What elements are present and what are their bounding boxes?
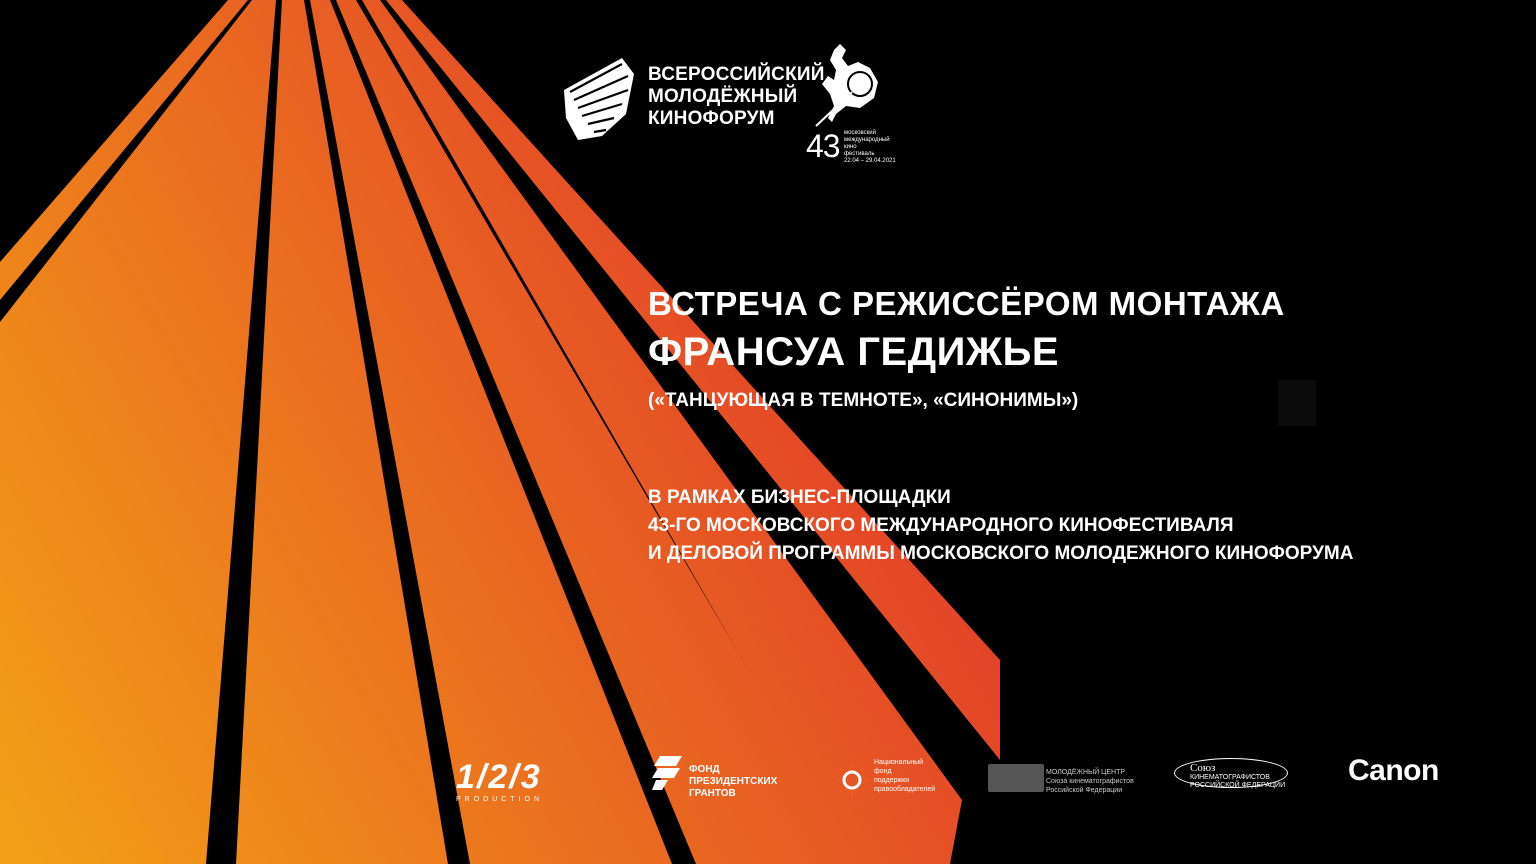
mc-text bbox=[1046, 768, 1134, 795]
kinoforum-logo bbox=[560, 56, 825, 146]
context-line-2: 43-ГО МОСКОВСКОГО МЕЖДУНАРОДНОГО КИНОФЕСТИВАЛЯ bbox=[648, 515, 1234, 536]
partners-row bbox=[0, 740, 1536, 820]
dark-square-decoration bbox=[1278, 380, 1316, 426]
fpg-line-2: ПРЕЗИДЕНТСКИХ bbox=[689, 776, 778, 787]
event-title: ВСТРЕЧА С РЕЖИССЁРОМ МОНТАЖА bbox=[648, 285, 1285, 322]
partner-canon-logo: Canon bbox=[1348, 754, 1439, 787]
sk-text bbox=[1190, 762, 1285, 790]
mc-line-1: МОЛОДЁЖНЫЙ ЦЕНТР bbox=[1046, 769, 1126, 776]
mmkf-logo bbox=[804, 40, 914, 164]
event-headline bbox=[648, 284, 1285, 376]
mmkf-line-4: фестиваль bbox=[844, 151, 875, 157]
mmkf-number: 43 bbox=[806, 128, 840, 164]
film-credits: («ТАНЦУЮЩАЯ В ТЕМНОТЕ», «СИНОНИМЫ») bbox=[648, 390, 1079, 411]
partner-fpg-logo bbox=[652, 754, 792, 804]
st-george-emblem-icon bbox=[812, 40, 892, 130]
nf-line-1: Национальный bbox=[874, 759, 924, 766]
mmkf-festival-text bbox=[844, 130, 906, 165]
fpg-line-3: ГРАНТОВ bbox=[689, 788, 736, 799]
partner-film-union-logo bbox=[1174, 758, 1290, 792]
context-line-3: И ДЕЛОВОЙ ПРОГРАММЫ МОСКОВСКОГО МОЛОДЕЖНОГО КИНОФОРУМА bbox=[648, 543, 1354, 564]
mmkf-line-3: кино bbox=[844, 144, 857, 150]
sk-title: Союз bbox=[1190, 762, 1216, 774]
mmkf-line-1: московский bbox=[844, 130, 876, 136]
partner-123-digits: 1/2/3 bbox=[456, 758, 542, 796]
sk-line-1: КИНЕМАТОГРАФИСТОВ bbox=[1190, 774, 1270, 781]
partner-123-production-logo bbox=[456, 760, 543, 803]
nf-line-2: фонд bbox=[874, 768, 892, 775]
copyright-fund-icon bbox=[832, 760, 872, 800]
kinoforum-wordmark bbox=[648, 64, 825, 130]
mc-line-2: Союза кинематографистов bbox=[1046, 778, 1134, 785]
fpg-line-1: ФОНД bbox=[689, 764, 720, 775]
kinoforum-line-2: МОЛОДЁЖНЫЙ bbox=[648, 86, 798, 107]
sk-line-2: РОССИЙСКОЙ ФЕДЕРАЦИИ bbox=[1190, 782, 1286, 789]
partner-nf-logo bbox=[832, 758, 942, 808]
mc-line-3: Российской Федерации bbox=[1046, 787, 1123, 794]
context-line-1: В РАМКАХ БИЗНЕС-ПЛОЩАДКИ bbox=[648, 487, 951, 508]
mmkf-line-2: международный bbox=[844, 137, 890, 143]
fan-shape-icon bbox=[560, 56, 638, 142]
fpg-flag-icon bbox=[652, 754, 684, 790]
nf-line-4: правообладателей bbox=[874, 786, 936, 793]
kinoforum-line-3: КИНОФОРУМ bbox=[648, 108, 775, 129]
speaker-name: ФРАНСУА ГЕДИЖЬЕ bbox=[648, 330, 1059, 374]
partner-123-sub: PRODUCTION bbox=[456, 796, 544, 803]
nf-line-3: поддержки bbox=[874, 777, 910, 784]
film-strip-icon bbox=[988, 764, 1044, 792]
nf-text bbox=[874, 758, 935, 794]
partner-youth-center-logo bbox=[988, 760, 1134, 796]
mmkf-dates: 22.04 – 29.04.2021 bbox=[844, 158, 896, 164]
fpg-text bbox=[689, 764, 777, 800]
kinoforum-line-1: ВСЕРОССИЙСКИЙ bbox=[648, 64, 825, 85]
event-context bbox=[648, 484, 1353, 568]
